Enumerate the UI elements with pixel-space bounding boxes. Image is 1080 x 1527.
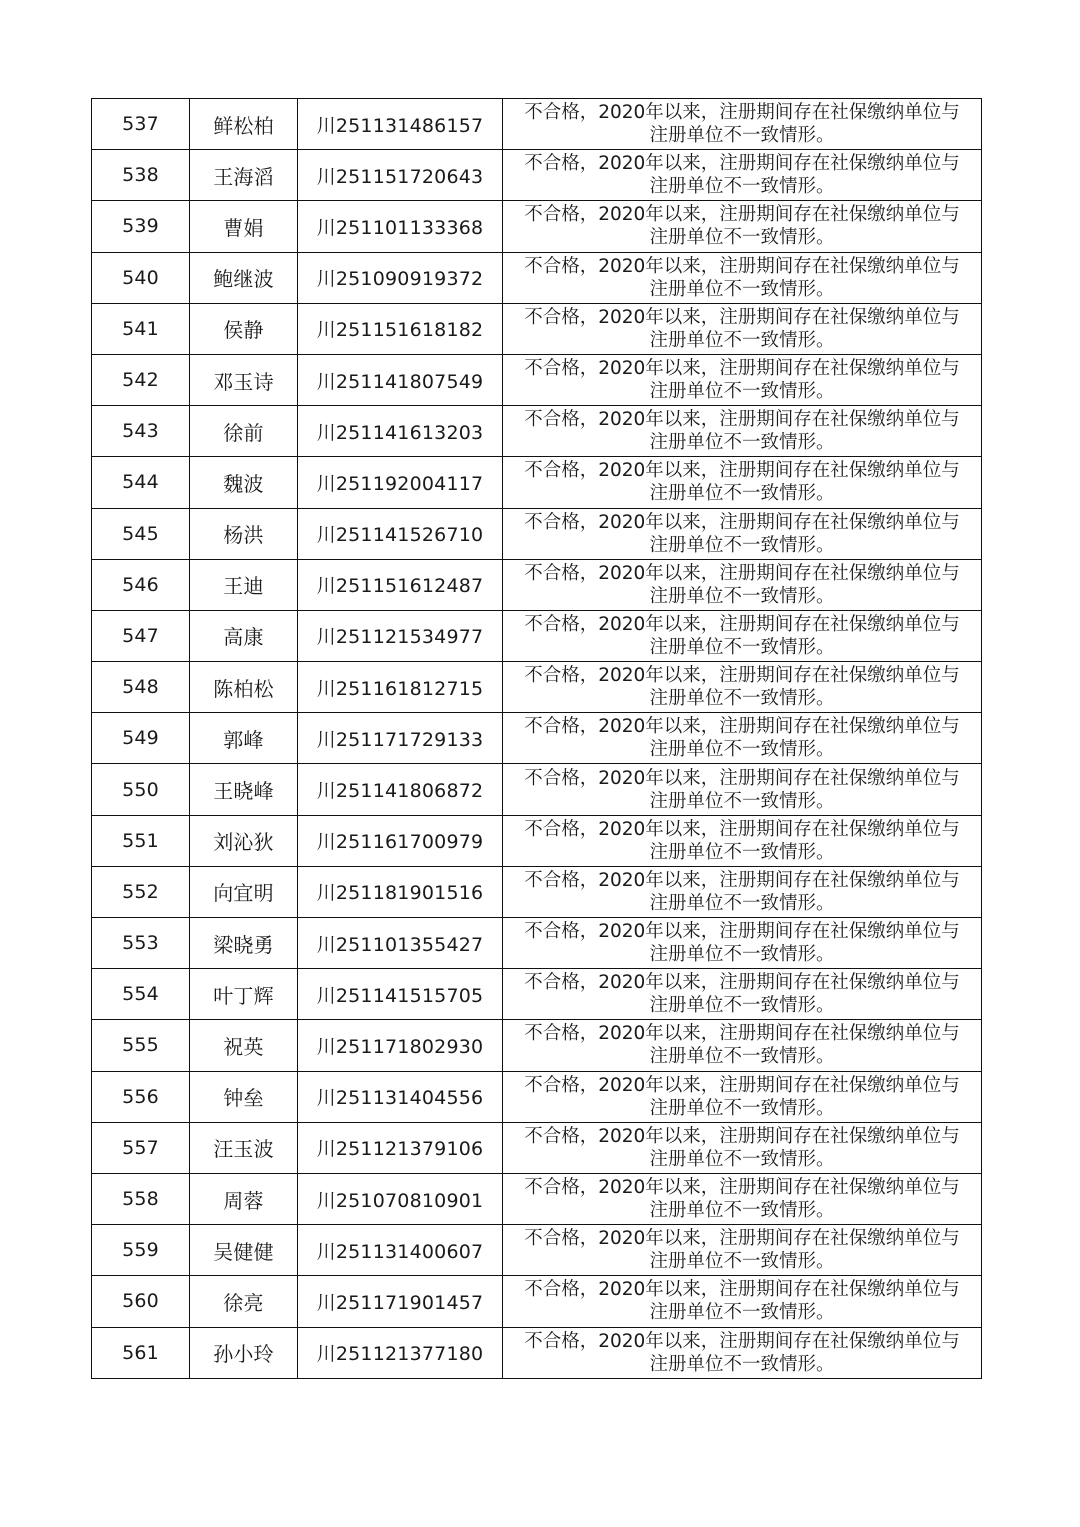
review-result — [503, 1071, 982, 1122]
row-number: 538 — [92, 150, 190, 201]
registration-number: 川251121534977 — [298, 610, 503, 661]
review-result-line-2: 注册单位不一致情形。 — [649, 227, 835, 249]
review-result — [503, 201, 982, 252]
review-result-line-2: 注册单位不一致情形。 — [649, 892, 835, 914]
person-name: 高康 — [190, 610, 298, 661]
registration-number: 川251161700979 — [298, 815, 503, 866]
registration-number: 川251151612487 — [298, 559, 503, 610]
person-name: 杨洪 — [190, 508, 298, 559]
review-result — [503, 918, 982, 969]
registration-number: 川251181901516 — [298, 866, 503, 917]
row-number: 551 — [92, 815, 190, 866]
row-number: 558 — [92, 1173, 190, 1224]
person-name: 梁晓勇 — [190, 918, 298, 969]
person-name: 刘沁狄 — [190, 815, 298, 866]
review-result-line-1: 不合格，2020年以来，注册期间存在社保缴纳单位与 — [524, 1228, 960, 1250]
review-result — [503, 1225, 982, 1276]
review-result-line-2: 注册单位不一致情形。 — [649, 176, 835, 198]
registration-number: 川251070810901 — [298, 1173, 503, 1224]
row-number: 553 — [92, 918, 190, 969]
registration-number: 川251192004117 — [298, 457, 503, 508]
review-result-line-2: 注册单位不一致情形。 — [649, 995, 835, 1017]
review-result — [503, 1122, 982, 1173]
review-result — [503, 150, 982, 201]
table-row — [92, 150, 982, 201]
registration-number: 川251151618182 — [298, 303, 503, 354]
person-name: 侯静 — [190, 303, 298, 354]
review-result — [503, 1327, 982, 1378]
review-result-line-2: 注册单位不一致情形。 — [649, 1302, 835, 1324]
row-number: 539 — [92, 201, 190, 252]
person-name: 曹娟 — [190, 201, 298, 252]
review-result-line-1: 不合格，2020年以来，注册期间存在社保缴纳单位与 — [524, 1023, 960, 1045]
review-result-line-1: 不合格，2020年以来，注册期间存在社保缴纳单位与 — [524, 921, 960, 943]
table-row — [92, 969, 982, 1020]
registration-number: 川251141613203 — [298, 406, 503, 457]
review-result — [503, 969, 982, 1020]
row-number: 556 — [92, 1071, 190, 1122]
review-result — [503, 559, 982, 610]
review-result-line-2: 注册单位不一致情形。 — [649, 636, 835, 658]
table-row — [92, 1020, 982, 1071]
review-result-line-1: 不合格，2020年以来，注册期间存在社保缴纳单位与 — [524, 511, 960, 533]
table-row — [92, 406, 982, 457]
row-number: 549 — [92, 713, 190, 764]
table-row — [92, 764, 982, 815]
registration-number: 川251101133368 — [298, 201, 503, 252]
review-result-line-1: 不合格，2020年以来，注册期间存在社保缴纳单位与 — [524, 1177, 960, 1199]
table-row — [92, 866, 982, 917]
review-result-line-1: 不合格，2020年以来，注册期间存在社保缴纳单位与 — [524, 1279, 960, 1301]
person-name: 王晓峰 — [190, 764, 298, 815]
person-name: 魏波 — [190, 457, 298, 508]
table-row — [92, 252, 982, 303]
review-result-line-1: 不合格，2020年以来，注册期间存在社保缴纳单位与 — [524, 102, 960, 124]
review-result — [503, 610, 982, 661]
review-result-line-2: 注册单位不一致情形。 — [649, 944, 835, 966]
person-name: 祝英 — [190, 1020, 298, 1071]
person-name: 王海滔 — [190, 150, 298, 201]
registration-number: 川251121379106 — [298, 1122, 503, 1173]
review-result — [503, 99, 982, 150]
registration-number: 川251171729133 — [298, 713, 503, 764]
review-result — [503, 1173, 982, 1224]
row-number: 537 — [92, 99, 190, 150]
results-table-body — [92, 99, 982, 1379]
review-result — [503, 662, 982, 713]
table-row — [92, 457, 982, 508]
review-result — [503, 815, 982, 866]
review-result-line-1: 不合格，2020年以来，注册期间存在社保缴纳单位与 — [524, 613, 960, 635]
review-result — [503, 1276, 982, 1327]
review-result-line-1: 不合格，2020年以来，注册期间存在社保缴纳单位与 — [524, 562, 960, 584]
registration-number: 川251101355427 — [298, 918, 503, 969]
registration-number: 川251141515705 — [298, 969, 503, 1020]
review-result-line-2: 注册单位不一致情形。 — [649, 585, 835, 607]
review-result — [503, 354, 982, 405]
review-result-line-2: 注册单位不一致情形。 — [649, 790, 835, 812]
row-number: 540 — [92, 252, 190, 303]
row-number: 543 — [92, 406, 190, 457]
row-number: 559 — [92, 1225, 190, 1276]
row-number: 561 — [92, 1327, 190, 1378]
person-name: 邓玉诗 — [190, 354, 298, 405]
person-name: 徐前 — [190, 406, 298, 457]
table-row — [92, 815, 982, 866]
person-name: 王迪 — [190, 559, 298, 610]
row-number: 546 — [92, 559, 190, 610]
person-name: 鲜松柏 — [190, 99, 298, 150]
review-result-line-2: 注册单位不一致情形。 — [649, 278, 835, 300]
person-name: 徐亮 — [190, 1276, 298, 1327]
review-result-line-1: 不合格，2020年以来，注册期间存在社保缴纳单位与 — [524, 1330, 960, 1352]
person-name: 汪玉波 — [190, 1122, 298, 1173]
review-result — [503, 457, 982, 508]
review-result-line-2: 注册单位不一致情形。 — [649, 1251, 835, 1273]
review-result-line-2: 注册单位不一致情形。 — [649, 125, 835, 147]
registration-number: 川251141807549 — [298, 354, 503, 405]
registration-number: 川251131486157 — [298, 99, 503, 150]
person-name: 叶丁辉 — [190, 969, 298, 1020]
review-result-line-2: 注册单位不一致情形。 — [649, 483, 835, 505]
review-result-line-1: 不合格，2020年以来，注册期间存在社保缴纳单位与 — [524, 204, 960, 226]
table-row — [92, 508, 982, 559]
registration-number: 川251121377180 — [298, 1327, 503, 1378]
review-result-line-2: 注册单位不一致情形。 — [649, 1200, 835, 1222]
review-result-line-2: 注册单位不一致情形。 — [649, 1097, 835, 1119]
review-result — [503, 303, 982, 354]
review-result-line-1: 不合格，2020年以来，注册期间存在社保缴纳单位与 — [524, 1125, 960, 1147]
table-row — [92, 1327, 982, 1378]
review-result-line-1: 不合格，2020年以来，注册期间存在社保缴纳单位与 — [524, 358, 960, 380]
review-result-line-2: 注册单位不一致情形。 — [649, 841, 835, 863]
table-row — [92, 610, 982, 661]
table-row — [92, 713, 982, 764]
review-result-line-1: 不合格，2020年以来，注册期间存在社保缴纳单位与 — [524, 767, 960, 789]
row-number: 547 — [92, 610, 190, 661]
table-row — [92, 201, 982, 252]
results-table — [91, 98, 982, 1379]
review-result-line-2: 注册单位不一致情形。 — [649, 381, 835, 403]
row-number: 557 — [92, 1122, 190, 1173]
review-result-line-1: 不合格，2020年以来，注册期间存在社保缴纳单位与 — [524, 460, 960, 482]
review-result-line-1: 不合格，2020年以来，注册期间存在社保缴纳单位与 — [524, 869, 960, 891]
row-number: 555 — [92, 1020, 190, 1071]
person-name: 鲍继波 — [190, 252, 298, 303]
review-result — [503, 252, 982, 303]
registration-number: 川251171901457 — [298, 1276, 503, 1327]
table-row — [92, 1276, 982, 1327]
table-row — [92, 1122, 982, 1173]
review-result — [503, 713, 982, 764]
registration-number: 川251141526710 — [298, 508, 503, 559]
review-result-line-2: 注册单位不一致情形。 — [649, 1046, 835, 1068]
review-result-line-2: 注册单位不一致情形。 — [649, 688, 835, 710]
table-row — [92, 662, 982, 713]
review-result-line-2: 注册单位不一致情形。 — [649, 534, 835, 556]
row-number: 548 — [92, 662, 190, 713]
registration-number: 川251151720643 — [298, 150, 503, 201]
row-number: 560 — [92, 1276, 190, 1327]
registration-number: 川251131400607 — [298, 1225, 503, 1276]
registration-number: 川251161812715 — [298, 662, 503, 713]
review-result — [503, 508, 982, 559]
person-name: 吴健健 — [190, 1225, 298, 1276]
table-row — [92, 1225, 982, 1276]
row-number: 554 — [92, 969, 190, 1020]
review-result — [503, 1020, 982, 1071]
person-name: 孙小玲 — [190, 1327, 298, 1378]
review-result-line-1: 不合格，2020年以来，注册期间存在社保缴纳单位与 — [524, 255, 960, 277]
person-name: 钟垒 — [190, 1071, 298, 1122]
review-result-line-1: 不合格，2020年以来，注册期间存在社保缴纳单位与 — [524, 306, 960, 328]
row-number: 550 — [92, 764, 190, 815]
row-number: 542 — [92, 354, 190, 405]
person-name: 向宜明 — [190, 866, 298, 917]
registration-number: 川251141806872 — [298, 764, 503, 815]
table-row — [92, 918, 982, 969]
row-number: 545 — [92, 508, 190, 559]
review-result-line-2: 注册单位不一致情形。 — [649, 739, 835, 761]
review-result-line-2: 注册单位不一致情形。 — [649, 329, 835, 351]
registration-number: 川251090919372 — [298, 252, 503, 303]
review-result — [503, 866, 982, 917]
review-result — [503, 764, 982, 815]
table-row — [92, 1173, 982, 1224]
review-result-line-1: 不合格，2020年以来，注册期间存在社保缴纳单位与 — [524, 1074, 960, 1096]
registration-number: 川251171802930 — [298, 1020, 503, 1071]
review-result-line-1: 不合格，2020年以来，注册期间存在社保缴纳单位与 — [524, 818, 960, 840]
review-result-line-1: 不合格，2020年以来，注册期间存在社保缴纳单位与 — [524, 153, 960, 175]
row-number: 552 — [92, 866, 190, 917]
table-row — [92, 1071, 982, 1122]
table-row — [92, 354, 982, 405]
person-name: 周蓉 — [190, 1173, 298, 1224]
review-result-line-2: 注册单位不一致情形。 — [649, 1353, 835, 1375]
table-row — [92, 303, 982, 354]
row-number: 544 — [92, 457, 190, 508]
row-number: 541 — [92, 303, 190, 354]
person-name: 郭峰 — [190, 713, 298, 764]
person-name: 陈柏松 — [190, 662, 298, 713]
review-result-line-2: 注册单位不一致情形。 — [649, 432, 835, 454]
review-result-line-1: 不合格，2020年以来，注册期间存在社保缴纳单位与 — [524, 665, 960, 687]
registration-number: 川251131404556 — [298, 1071, 503, 1122]
review-result-line-1: 不合格，2020年以来，注册期间存在社保缴纳单位与 — [524, 716, 960, 738]
review-result-line-1: 不合格，2020年以来，注册期间存在社保缴纳单位与 — [524, 409, 960, 431]
table-row — [92, 99, 982, 150]
review-result-line-2: 注册单位不一致情形。 — [649, 1148, 835, 1170]
review-result-line-1: 不合格，2020年以来，注册期间存在社保缴纳单位与 — [524, 972, 960, 994]
table-row — [92, 559, 982, 610]
review-result — [503, 406, 982, 457]
